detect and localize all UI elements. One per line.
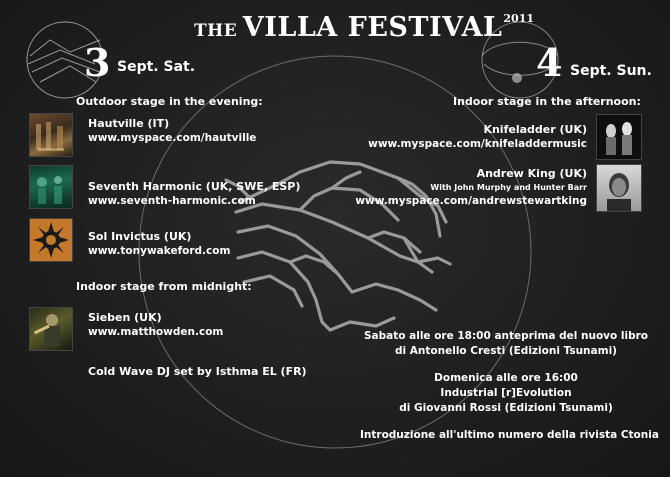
act-andrew-king-name: Andrew King (UK): [476, 167, 587, 180]
event-industrial-revolution: [360, 371, 652, 416]
sun-icon: [30, 219, 72, 261]
act-sieben-url[interactable]: www.matthowden.com: [88, 326, 224, 338]
day2-indoor-heading: Indoor stage in the afternoon:: [453, 95, 641, 108]
event-book-line1: Sabato alle ore 18:00 anteprima del nuovo libro: [364, 330, 648, 342]
act-sol-invictus-name: Sol Invictus (UK): [88, 230, 192, 243]
act-seventh-harmonic-name: Seventh Harmonic (UK, SWE, ESP): [88, 180, 301, 193]
sieben-photo: [29, 307, 73, 351]
band-photo-icon: [30, 308, 72, 350]
act-hautville-name: Hautville (IT): [88, 117, 170, 130]
title-main: VILLA FESTIVAL: [242, 12, 503, 43]
andrew-king-photo: [596, 164, 642, 212]
act-knifeladder-url[interactable]: www.myspace.com/knifeladdermusic: [368, 138, 587, 150]
seventh-harmonic-photo: [29, 165, 73, 209]
day1-outdoor-heading: Outdoor stage in the evening:: [76, 95, 263, 108]
act-hautville-url[interactable]: www.myspace.com/hautville: [88, 132, 257, 144]
event-ctonia: Introduzione all'ultimo numero della rivista Ctonia: [360, 429, 659, 441]
event-ir-line1: Domenica alle ore 16:00: [434, 372, 578, 384]
event-ir-line2: Industrial [r]Evolution: [440, 387, 572, 399]
act-andrew-king-url[interactable]: www.myspace.com/andrewstewartking: [355, 195, 587, 207]
day1-name: Sept. Sat.: [117, 59, 196, 75]
day2-name: Sept. Sun.: [570, 63, 652, 79]
band-photo-icon: [30, 166, 72, 208]
day1-number: 3: [84, 40, 111, 85]
day2-number: 4: [536, 40, 563, 85]
portrait-icon: [597, 165, 641, 211]
title-year: 2011: [503, 12, 535, 25]
knifeladder-photo: [596, 114, 642, 160]
title-the: THE: [194, 21, 238, 41]
hautville-photo: [29, 113, 73, 157]
dj-set: Cold Wave DJ set by Isthma EL (FR): [88, 365, 307, 378]
day1-indoor-heading: Indoor stage from midnight:: [76, 280, 252, 293]
act-sieben-name: Sieben (UK): [88, 311, 162, 324]
event-book-preview: [360, 329, 652, 359]
event-book-line2: di Antonello Cresti (Edizioni Tsunami): [395, 345, 617, 357]
act-sol-invictus-url[interactable]: www.tonywakeford.com: [88, 245, 231, 257]
act-seventh-harmonic-url[interactable]: www.seventh-harmonic.com: [88, 195, 256, 207]
act-knifeladder-name: Knifeladder (UK): [483, 123, 587, 136]
festival-title: [194, 12, 534, 43]
event-ir-line3: di Giovanni Rossi (Edizioni Tsunami): [399, 402, 613, 414]
act-andrew-king-note: With John Murphy and Hunter Barr: [430, 183, 587, 192]
sol-invictus-logo: [29, 218, 73, 262]
band-photo-icon: [597, 115, 641, 159]
band-photo-icon: [30, 114, 72, 156]
